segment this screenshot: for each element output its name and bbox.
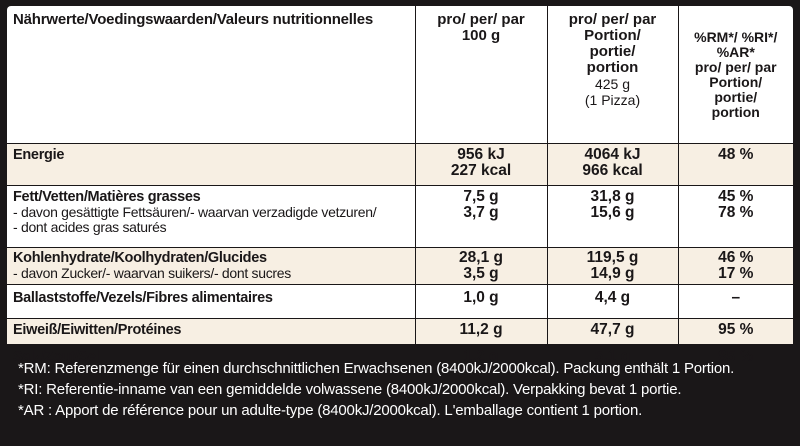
saturates-per100: 3,7 g <box>463 204 499 221</box>
energy-portion-kcal: 966 kcal <box>582 162 643 179</box>
header-per-portion <box>547 6 678 144</box>
saturates-label-line1: - davon gesättigte Fettsäuren/- waarvan verzadigde vetzuren/ <box>13 204 377 220</box>
energy-ri: 48 % <box>678 144 793 186</box>
header-ri-line3: Portion/ <box>709 74 763 90</box>
carbs-ri: 46 % <box>718 249 754 266</box>
header-portion-line5: 425 g <box>594 76 631 92</box>
fat-portion: 31,8 g <box>590 188 635 205</box>
protein-ri: 95 % <box>678 319 793 345</box>
header-ri-line1: %RM*/ %RI*/ %AR* <box>694 29 778 60</box>
salt-label: Salz/Zout/Sel <box>13 349 100 365</box>
energy-portion-kj: 4064 kJ <box>584 146 641 163</box>
sugars-label: - davon Zucker/- waarvan suikers/- dont sucres <box>13 265 291 281</box>
fat-per100: 7,5 g <box>463 188 499 205</box>
carbs-label: Kohlenhydrate/Koolhydraten/Glucides <box>13 250 267 266</box>
table-row <box>7 319 793 345</box>
carbs-per100: 28,1 g <box>459 249 503 266</box>
header-portion-line2: Portion/ <box>584 27 641 44</box>
table-row <box>7 144 793 186</box>
saturates-label-line2: - dont acides gras saturés <box>13 219 167 235</box>
table-row <box>7 285 793 319</box>
saturates-ri: 78 % <box>718 204 754 221</box>
fat-label: Fett/Vetten/Matières grasses <box>13 189 201 205</box>
header-per-100g <box>415 6 547 144</box>
protein-per100: 11,2 g <box>415 319 547 345</box>
header-portion-line3: portie/ <box>589 43 636 60</box>
table-row <box>7 186 793 248</box>
table-header-row <box>7 6 793 144</box>
header-reference-intake <box>678 6 793 144</box>
sugars-portion: 14,9 g <box>590 265 635 282</box>
header-ri-line4: portie/ <box>714 89 758 105</box>
nutrition-table <box>7 6 793 375</box>
fibre-per100: 1,0 g <box>415 285 547 319</box>
fibre-ri: – <box>678 285 793 319</box>
fat-ri: 45 % <box>718 188 754 205</box>
protein-portion: 47,7 g <box>547 319 678 345</box>
footnotes <box>18 358 788 421</box>
footnote-ri: *RI: Referentie-inname van een gemiddelde volwassene (8400kJ/2000kcal). Verpakking bevat 1 portie. <box>18 381 682 398</box>
header-portion-line1: pro/ per/ par <box>568 11 657 28</box>
salt-ri: 85 % <box>718 348 754 365</box>
energy-per100-kj: 956 kJ <box>457 146 505 163</box>
energy-label: Energie <box>13 147 65 163</box>
nutrition-table-panel <box>7 6 793 365</box>
footnote-ar: *AR : Apport de référence pour un adulte-type (8400kJ/2000kcal). L'emballage contient 1 portion. <box>18 402 643 419</box>
carbs-portion: 119,5 g <box>586 249 639 266</box>
header-per-100g-line1: pro/ per/ par <box>437 11 525 28</box>
energy-per100-kcal: 227 kcal <box>450 162 512 179</box>
table-row <box>7 248 793 285</box>
protein-label: Eiweiß/Eiwitten/Protéines <box>13 322 182 338</box>
header-ri-line2: pro/ per/ par <box>694 59 777 75</box>
header-portion-line4: portion <box>586 59 639 76</box>
fibre-portion: 4,4 g <box>547 285 678 319</box>
salt-portion: 5,1 g <box>547 345 678 376</box>
header-nutrient-label: Nährwerte/Voedingswaarden/Valeurs nutritionnelles <box>7 6 415 144</box>
sugars-ri: 17 % <box>718 265 754 282</box>
sugars-per100: 3,5 g <box>463 265 499 282</box>
footnote-rm: *RM: Referenzmenge für einen durchschnittlichen Erwachsenen (8400kJ/2000kcal). Packung enthält 1 Portion. <box>18 360 735 377</box>
header-per-100g-line2: 100 g <box>461 27 501 44</box>
fibre-label: Ballaststoffe/Vezels/Fibres alimentaires <box>13 290 273 306</box>
header-ri-line5: portion <box>711 104 760 120</box>
header-portion-line6: (1 Pizza) <box>584 92 641 108</box>
salt-per100: 1,2 g <box>415 345 547 376</box>
saturates-portion: 15,6 g <box>590 204 635 221</box>
